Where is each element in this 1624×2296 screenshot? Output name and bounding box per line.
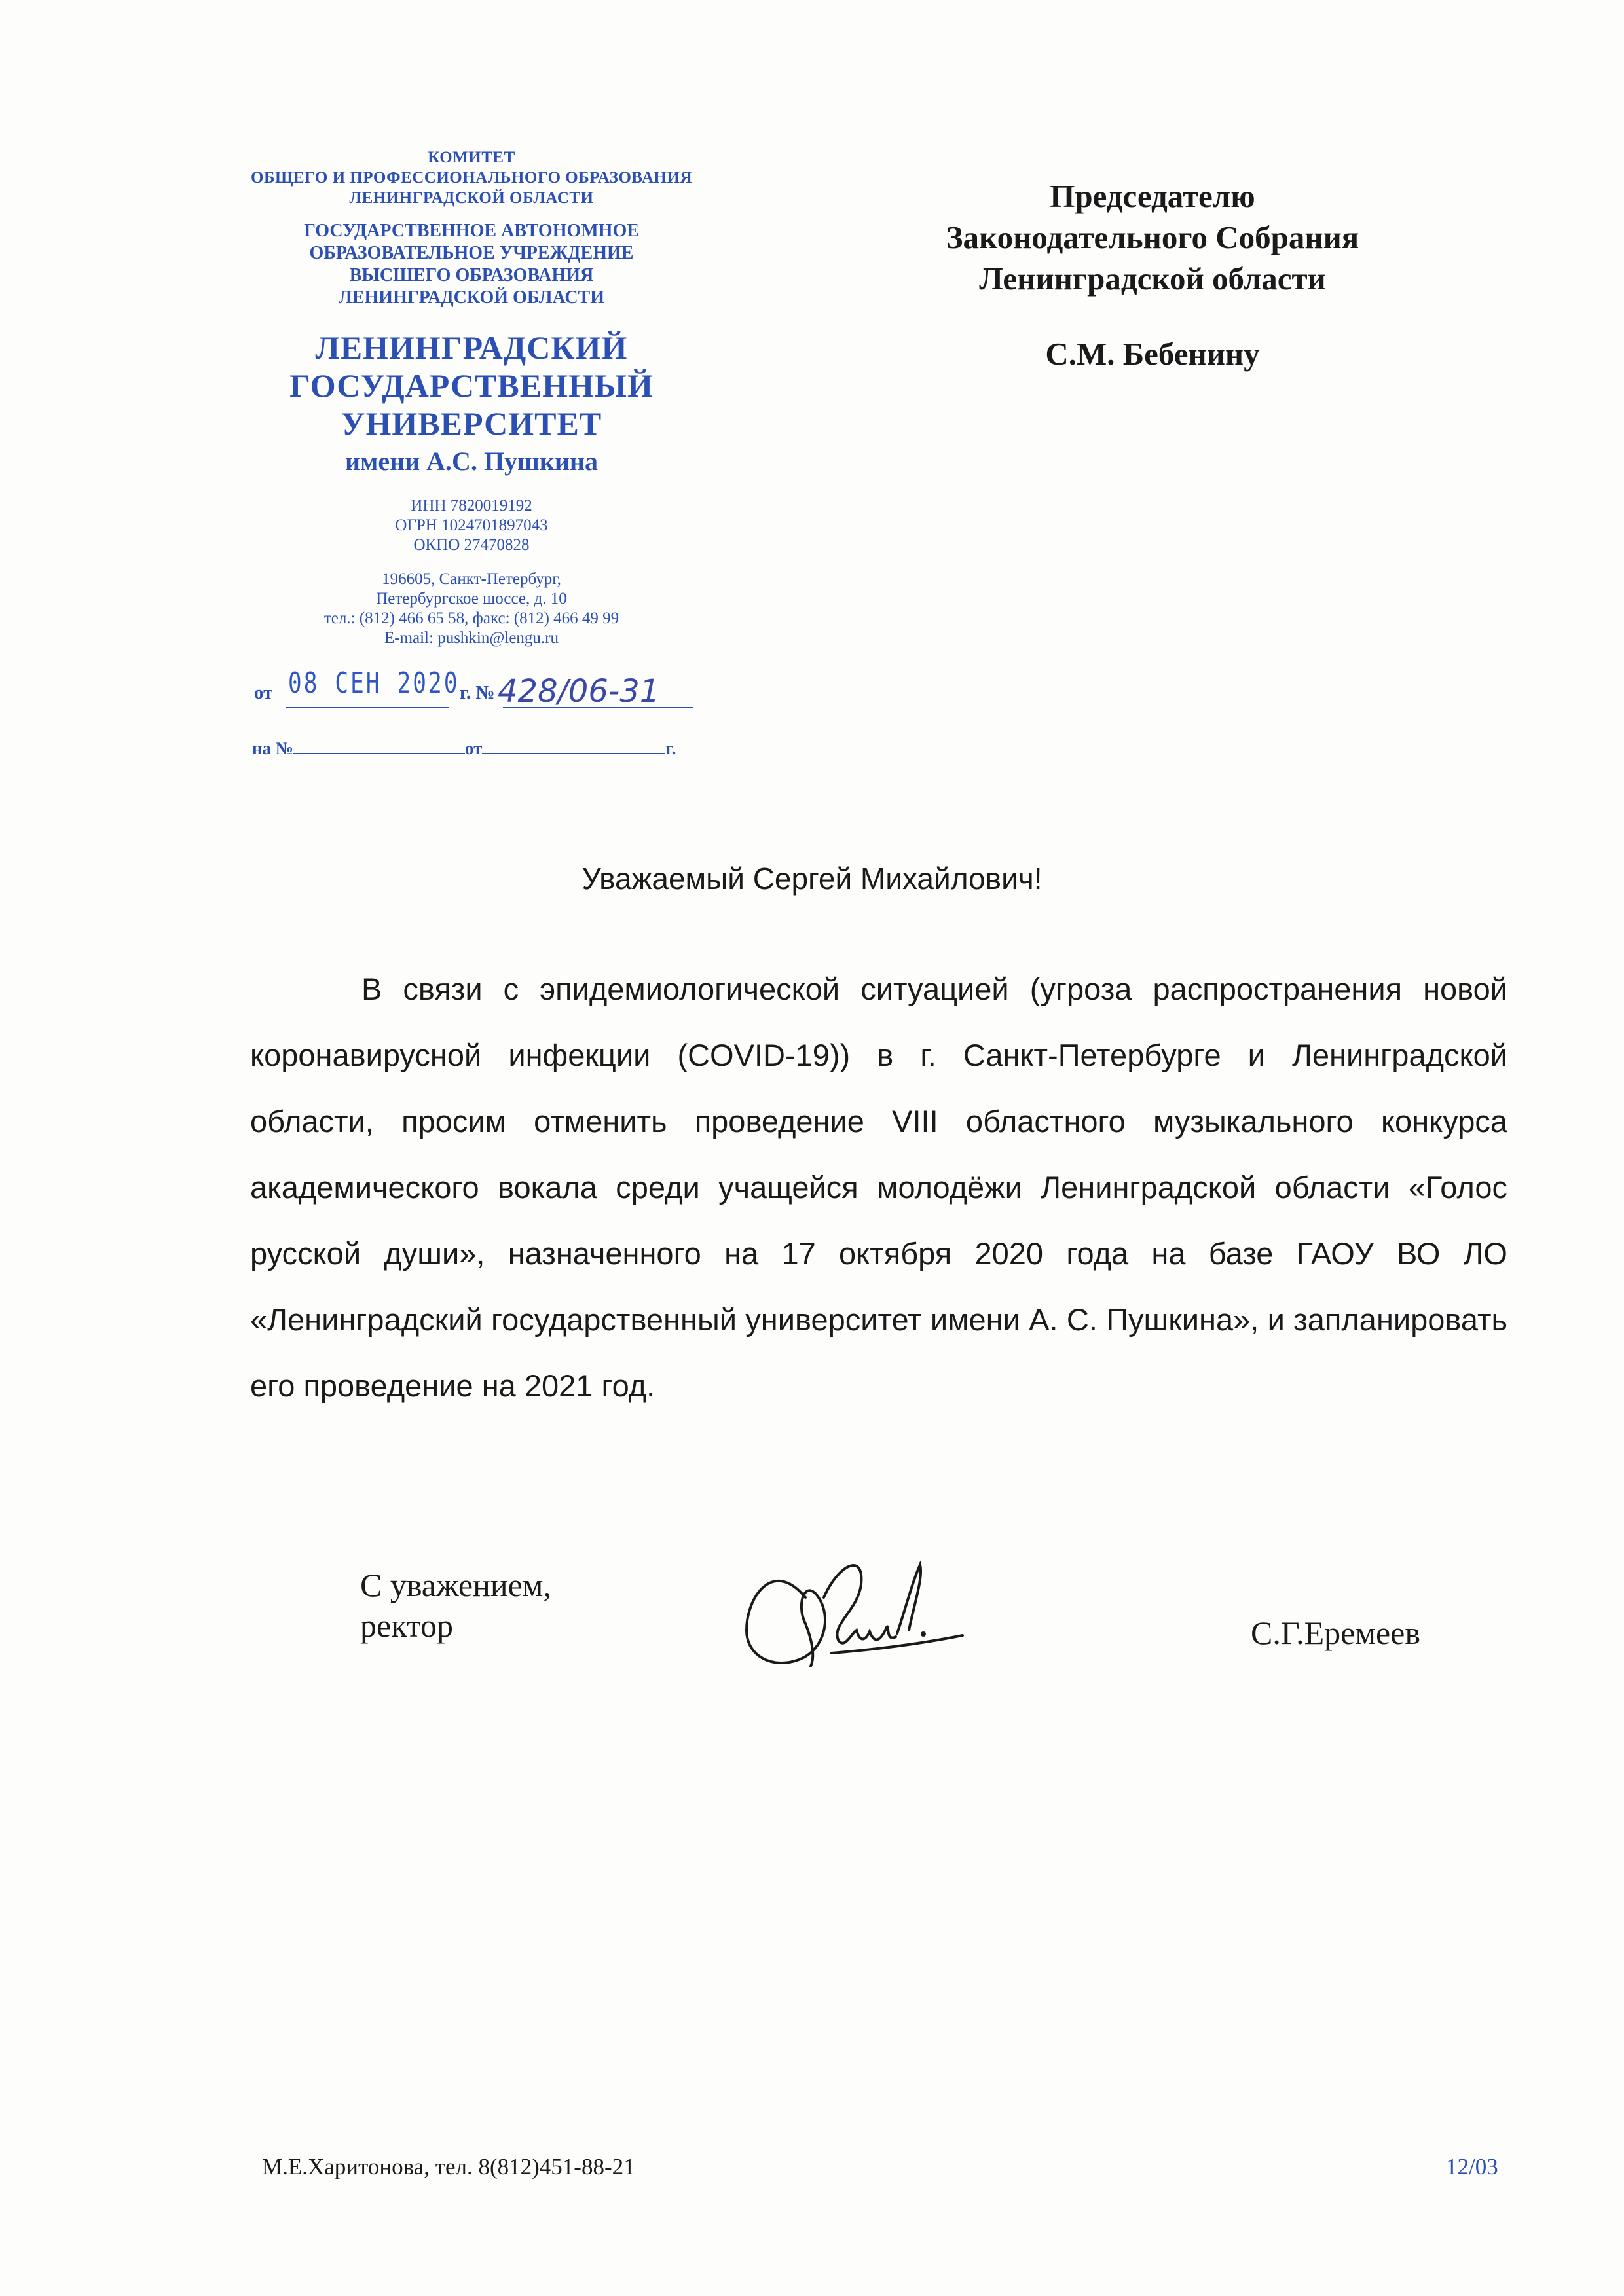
- date-stamp: 08 СЕН 2020: [288, 666, 460, 700]
- closing-line: С уважением,: [360, 1567, 551, 1603]
- incoming-no-label: на №: [252, 738, 293, 758]
- email-line: E-mail: pushkin@lengu.ru: [384, 629, 559, 647]
- addressee-name: С.М. Бебенину: [1045, 336, 1260, 372]
- salutation: Уважаемый Сергей Михайлович!: [581, 862, 1043, 896]
- address-block: [236, 570, 707, 648]
- committee-line: ЛЕНИНГРАДСКОЙ ОБЛАСТИ: [349, 189, 594, 207]
- university-name: [236, 329, 707, 443]
- incoming-reference-line: [252, 738, 676, 759]
- incoming-year-label: г.: [665, 738, 676, 758]
- institution-type-line: ВЫСШЕГО ОБРАЗОВАНИЯ: [349, 265, 594, 285]
- registration-block: [236, 496, 707, 555]
- incoming-no-blank: [293, 740, 465, 754]
- handwritten-signature: [733, 1519, 969, 1689]
- addressee-line: Ленинградской области: [979, 261, 1326, 297]
- committee-block: [236, 147, 707, 208]
- university-name-line: УНИВЕРСИТЕТ: [341, 405, 602, 442]
- number-underline: [503, 707, 693, 708]
- institution-type-line: ОБРАЗОВАТЕЛЬНОЕ УЧРЕЖДЕНИЕ: [309, 243, 634, 263]
- document-mark: 12/03: [1446, 2154, 1498, 2179]
- addressee-line: Председателю: [1050, 178, 1255, 214]
- letterhead: [236, 147, 707, 648]
- signer-name: С.Г.Еремеев: [1251, 1614, 1420, 1651]
- addressee-line: Законодательного Собрания: [946, 219, 1359, 255]
- closing-block: [360, 1565, 551, 1646]
- addressee-block: [864, 175, 1441, 374]
- named-after: имени А.С. Пушкина: [345, 446, 598, 476]
- executor-contact: М.Е.Харитонова, тел. 8(812)451-88-21: [262, 2154, 635, 2179]
- institution-type-line: ЛЕНИНГРАДСКОЙ ОБЛАСТИ: [338, 287, 605, 308]
- letter-body: В связи с эпидемиологической ситуацией (угроза распространения новой коронавирусной инфекции (COVID-19)) в г. Санкт-Петербурге и Ленинградской области, просим отменить проведение VIII областного музыкального конкурса академического вокала среди учащейся молодёжи Ленинградской области «Голос русской души», назначенного на 17 октября 2020 года на базе ГАОУ ВО ЛО «Ленинградский государственный университет имени А. С. Пушкина», и запланировать его проведение на 2021 год.: [250, 972, 1507, 1403]
- registration-line: ОКПО 27470828: [413, 536, 530, 554]
- university-name-line: ЛЕНИНГРАДСКИЙ: [315, 329, 628, 366]
- university-name-line: ГОСУДАРСТВЕННЫЙ: [289, 367, 654, 404]
- registration-line: ОГРН 1024701897043: [395, 517, 548, 534]
- outgoing-number-line: [254, 661, 726, 710]
- registration-line: ИНН 7820019192: [411, 497, 532, 515]
- year-number-label: г. №: [460, 682, 495, 703]
- incoming-from-label: от: [464, 738, 483, 758]
- address-line: Петербургское шоссе, д. 10: [376, 590, 567, 608]
- outgoing-number: 428/06-31: [498, 673, 660, 710]
- from-label: от: [254, 682, 273, 703]
- address-line: тел.: (812) 466 65 58, факс: (812) 466 49 99: [323, 610, 619, 627]
- committee-line: КОМИТЕТ: [428, 149, 515, 166]
- institution-type-line: ГОСУДАРСТВЕННОЕ АВТОНОМНОЕ: [304, 221, 639, 241]
- date-underline: [286, 707, 449, 708]
- committee-line: ОБЩЕГО И ПРОФЕССИОНАЛЬНОГО ОБРАЗОВАНИЯ: [251, 169, 692, 187]
- signer-title: ректор: [360, 1607, 454, 1644]
- institution-type-block: [236, 220, 707, 309]
- address-line: 196605, Санкт-Петербург,: [382, 570, 561, 588]
- incoming-date-blank: [482, 740, 665, 754]
